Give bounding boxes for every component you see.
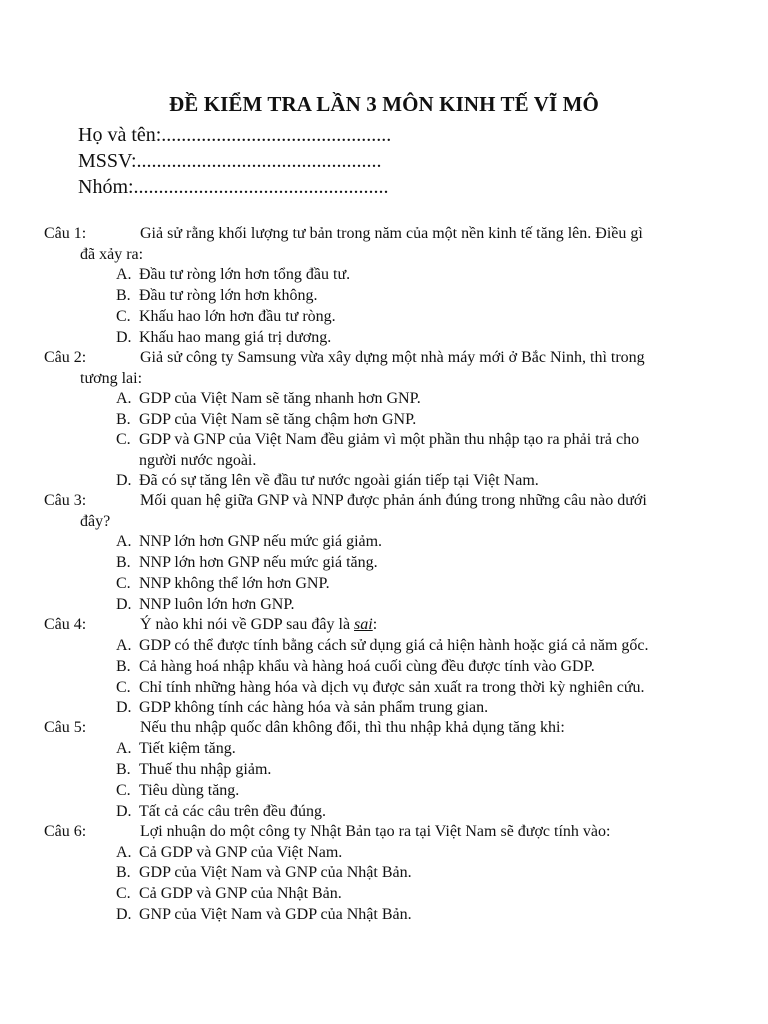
option-text: GDP của Việt Nam sẽ tăng nhanh hơn GNP. bbox=[139, 390, 421, 407]
option-letter: C. bbox=[116, 575, 131, 592]
question-label: Câu 6: bbox=[44, 823, 87, 840]
option-letter: C. bbox=[116, 782, 131, 799]
option-text-continued: người nước ngoài. bbox=[139, 452, 257, 469]
option-letter: D. bbox=[116, 699, 132, 716]
question-label: Câu 3: bbox=[44, 492, 87, 509]
option-text: GDP không tính các hàng hóa và sản phẩm trung gian. bbox=[139, 699, 489, 716]
option-text: Đầu tư ròng lớn hơn không. bbox=[139, 287, 318, 304]
option-letter: B. bbox=[116, 761, 131, 778]
option-text: Khấu hao mang giá trị dương. bbox=[139, 329, 332, 346]
option-letter: D. bbox=[116, 329, 132, 346]
option-letter: B. bbox=[116, 554, 131, 571]
question-text-part: : bbox=[372, 616, 378, 633]
question-text-part: Ý nào khi nói về GDP sau đây là bbox=[140, 616, 355, 633]
option-text: Tiêu dùng tăng. bbox=[139, 782, 240, 799]
emphasized-word: sai bbox=[354, 616, 373, 633]
page-title: ĐỀ KIỂM TRA LẦN 3 MÔN KINH TẾ VĨ MÔ bbox=[169, 92, 599, 116]
student-id-field-line: MSSV:................................................. bbox=[78, 150, 382, 172]
option-text: NNP lớn hơn GNP nếu mức giá giảm. bbox=[139, 533, 383, 550]
option-letter: A. bbox=[116, 637, 132, 654]
option-text: GDP có thể được tính bằng cách sử dụng giá cả hiện hành hoặc giá cả năm gốc. bbox=[139, 637, 649, 654]
option-letter: B. bbox=[116, 864, 131, 881]
option-letter: C. bbox=[116, 885, 131, 902]
question-label: Câu 5: bbox=[44, 719, 87, 736]
option-text: Cả GDP và GNP của Việt Nam. bbox=[139, 844, 343, 861]
name-field-line: Họ và tên:.............................................. bbox=[78, 124, 392, 146]
option-letter: A. bbox=[116, 533, 132, 550]
option-text: GDP của Việt Nam sẽ tăng chậm hơn GNP. bbox=[139, 411, 417, 428]
option-text: Cả hàng hoá nhập khẩu và hàng hoá cuối cùng đều được tính vào GDP. bbox=[139, 658, 595, 675]
option-letter: A. bbox=[116, 390, 132, 407]
option-letter: D. bbox=[116, 596, 132, 613]
option-letter: C. bbox=[116, 308, 131, 325]
question-text-continued: đây? bbox=[80, 513, 111, 530]
option-text: NNP lớn hơn GNP nếu mức giá tăng. bbox=[139, 554, 378, 571]
option-text: Tiết kiệm tăng. bbox=[139, 740, 236, 757]
option-letter: C. bbox=[116, 679, 131, 696]
option-letter: B. bbox=[116, 287, 131, 304]
option-text: Đã có sự tăng lên về đầu tư nước ngoài gián tiếp tại Việt Nam. bbox=[139, 472, 539, 489]
question-text: Nếu thu nhập quốc dân không đổi, thì thu nhập khả dụng tăng khi: bbox=[140, 719, 565, 736]
option-letter: D. bbox=[116, 803, 132, 820]
option-text: Khấu hao lớn hơn đầu tư ròng. bbox=[139, 308, 336, 325]
option-text: NNP luôn lớn hơn GNP. bbox=[139, 596, 295, 613]
option-letter: A. bbox=[116, 740, 132, 757]
option-text: GDP và GNP của Việt Nam đều giảm vì một phần thu nhập tạo ra phải trả cho bbox=[139, 431, 640, 448]
option-letter: B. bbox=[116, 411, 131, 428]
question-label: Câu 4: bbox=[44, 616, 87, 633]
group-field-line: Nhóm:................................................... bbox=[78, 176, 389, 198]
question-text: Giả sử công ty Samsung vừa xây dựng một nhà máy mới ở Bắc Ninh, thì trong bbox=[140, 349, 645, 366]
option-text: Cả GDP và GNP của Nhật Bản. bbox=[139, 885, 342, 902]
option-text: NNP không thể lớn hơn GNP. bbox=[139, 575, 330, 592]
option-text: GNP của Việt Nam và GDP của Nhật Bản. bbox=[139, 906, 412, 923]
option-letter: D. bbox=[116, 472, 132, 489]
option-text: GDP của Việt Nam và GNP của Nhật Bản. bbox=[139, 864, 412, 881]
option-letter: B. bbox=[116, 658, 131, 675]
option-text: Thuế thu nhập giảm. bbox=[139, 761, 272, 778]
question-text: Giả sử rằng khối lượng tư bản trong năm của một nền kinh tế tăng lên. Điều gì bbox=[140, 225, 643, 242]
option-text: Tất cả các câu trên đều đúng. bbox=[139, 803, 327, 820]
question-text-continued: tương lai: bbox=[80, 370, 143, 387]
question-text: Lợi nhuận do một công ty Nhật Bản tạo ra tại Việt Nam sẽ được tính vào: bbox=[140, 823, 611, 840]
option-text: Đầu tư ròng lớn hơn tổng đầu tư. bbox=[139, 266, 351, 283]
question-label: Câu 1: bbox=[44, 225, 87, 242]
question-text: Mối quan hệ giữa GNP và NNP được phản ánh đúng trong những câu nào dưới bbox=[140, 492, 647, 509]
question-text-continued: đã xảy ra: bbox=[80, 246, 144, 263]
option-letter: A. bbox=[116, 844, 132, 861]
option-text: Chỉ tính những hàng hóa và dịch vụ được sản xuất ra trong thời kỳ nghiên cứu. bbox=[139, 679, 645, 696]
option-letter: D. bbox=[116, 906, 132, 923]
option-letter: A. bbox=[116, 266, 132, 283]
question-label: Câu 2: bbox=[44, 349, 87, 366]
question-text bbox=[80, 614, 680, 635]
option-letter: C. bbox=[116, 431, 131, 448]
